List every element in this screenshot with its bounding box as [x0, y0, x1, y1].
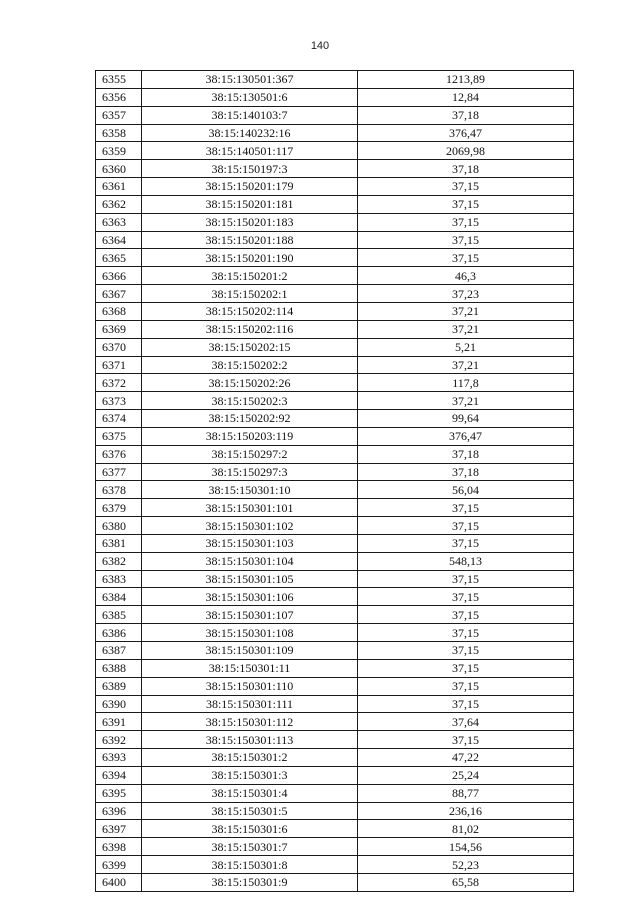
- cadastral-number-cell: 38:15:150201:183: [142, 213, 358, 231]
- value-cell: 37,15: [358, 731, 574, 749]
- value-cell: 37,21: [358, 302, 574, 320]
- table-row: [96, 784, 574, 802]
- row-number-cell: 6357: [96, 106, 142, 124]
- cadastral-number-cell: 38:15:150301:2: [142, 749, 358, 767]
- value-cell: 88,77: [358, 784, 574, 802]
- cadastral-number-cell: 38:15:140232:16: [142, 124, 358, 142]
- value-cell: 5,21: [358, 338, 574, 356]
- row-number-cell: 6375: [96, 427, 142, 445]
- row-number-cell: 6386: [96, 624, 142, 642]
- table-row: [96, 820, 574, 838]
- row-number-cell: 6376: [96, 445, 142, 463]
- row-number-cell: 6377: [96, 463, 142, 481]
- cadastral-number-cell: 38:15:150197:3: [142, 160, 358, 178]
- cadastral-number-cell: 38:15:150301:10: [142, 481, 358, 499]
- row-number-cell: 6359: [96, 142, 142, 160]
- table-row: [96, 285, 574, 303]
- value-cell: 37,21: [358, 356, 574, 374]
- table-row: [96, 802, 574, 820]
- table-row: [96, 374, 574, 392]
- row-number-cell: 6368: [96, 302, 142, 320]
- value-cell: 37,15: [358, 606, 574, 624]
- value-cell: 25,24: [358, 766, 574, 784]
- value-cell: 37,15: [358, 624, 574, 642]
- row-number-cell: 6382: [96, 552, 142, 570]
- cadastral-number-cell: 38:15:130501:6: [142, 88, 358, 106]
- table-row: [96, 873, 574, 891]
- cadastral-number-cell: 38:15:150301:109: [142, 642, 358, 660]
- table-row: [96, 659, 574, 677]
- value-cell: 65,58: [358, 873, 574, 891]
- row-number-cell: 6370: [96, 338, 142, 356]
- value-cell: 37,15: [358, 677, 574, 695]
- table-row: [96, 517, 574, 535]
- value-cell: 37,15: [358, 517, 574, 535]
- value-cell: 37,64: [358, 713, 574, 731]
- row-number-cell: 6380: [96, 517, 142, 535]
- cadastral-number-cell: 38:15:150202:116: [142, 320, 358, 338]
- value-cell: 37,15: [358, 570, 574, 588]
- cadastral-number-cell: 38:15:150203:119: [142, 427, 358, 445]
- row-number-cell: 6373: [96, 392, 142, 410]
- value-cell: 37,15: [358, 588, 574, 606]
- table-row: [96, 642, 574, 660]
- row-number-cell: 6390: [96, 695, 142, 713]
- row-number-cell: 6400: [96, 873, 142, 891]
- cadastral-number-cell: 38:15:150301:3: [142, 766, 358, 784]
- row-number-cell: 6362: [96, 195, 142, 213]
- cadastral-number-cell: 38:15:150201:190: [142, 249, 358, 267]
- value-cell: 154,56: [358, 838, 574, 856]
- row-number-cell: 6385: [96, 606, 142, 624]
- row-number-cell: 6381: [96, 534, 142, 552]
- cadastral-number-cell: 38:15:150301:106: [142, 588, 358, 606]
- row-number-cell: 6374: [96, 410, 142, 428]
- cadastral-number-cell: 38:15:150201:181: [142, 195, 358, 213]
- value-cell: 37,18: [358, 106, 574, 124]
- row-number-cell: 6369: [96, 320, 142, 338]
- table-row: [96, 481, 574, 499]
- row-number-cell: 6383: [96, 570, 142, 588]
- table-row: [96, 195, 574, 213]
- table-row: [96, 267, 574, 285]
- cadastral-number-cell: 38:15:150202:1: [142, 285, 358, 303]
- table-row: [96, 445, 574, 463]
- row-number-cell: 6389: [96, 677, 142, 695]
- cadastral-number-cell: 38:15:150301:6: [142, 820, 358, 838]
- row-number-cell: 6372: [96, 374, 142, 392]
- cadastral-number-cell: 38:15:150301:105: [142, 570, 358, 588]
- row-number-cell: 6394: [96, 766, 142, 784]
- value-cell: 2069,98: [358, 142, 574, 160]
- row-number-cell: 6358: [96, 124, 142, 142]
- table-row: [96, 856, 574, 874]
- cadastral-number-cell: 38:15:150301:7: [142, 838, 358, 856]
- row-number-cell: 6395: [96, 784, 142, 802]
- value-cell: 236,16: [358, 802, 574, 820]
- row-number-cell: 6399: [96, 856, 142, 874]
- row-number-cell: 6355: [96, 71, 142, 89]
- cadastral-number-cell: 38:15:150297:3: [142, 463, 358, 481]
- value-cell: 37,21: [358, 320, 574, 338]
- value-cell: 37,15: [358, 213, 574, 231]
- row-number-cell: 6361: [96, 178, 142, 196]
- value-cell: 37,21: [358, 392, 574, 410]
- cadastral-number-cell: 38:15:150301:103: [142, 534, 358, 552]
- cadastral-number-cell: 38:15:150202:26: [142, 374, 358, 392]
- value-cell: 52,23: [358, 856, 574, 874]
- table-row: [96, 588, 574, 606]
- value-cell: 37,15: [358, 695, 574, 713]
- row-number-cell: 6363: [96, 213, 142, 231]
- value-cell: 376,47: [358, 427, 574, 445]
- value-cell: 12,84: [358, 88, 574, 106]
- cadastral-number-cell: 38:15:150201:188: [142, 231, 358, 249]
- table-row: [96, 213, 574, 231]
- cadastral-number-cell: 38:15:150301:5: [142, 802, 358, 820]
- table-row: [96, 499, 574, 517]
- cadastral-table: [95, 70, 574, 892]
- cadastral-number-cell: 38:15:150201:2: [142, 267, 358, 285]
- table-row: [96, 463, 574, 481]
- cadastral-number-cell: 38:15:150297:2: [142, 445, 358, 463]
- table-row: [96, 677, 574, 695]
- row-number-cell: 6397: [96, 820, 142, 838]
- cadastral-number-cell: 38:15:150202:92: [142, 410, 358, 428]
- cadastral-number-cell: 38:15:150202:2: [142, 356, 358, 374]
- table-row: [96, 766, 574, 784]
- value-cell: 99,64: [358, 410, 574, 428]
- value-cell: 37,15: [358, 534, 574, 552]
- row-number-cell: 6393: [96, 749, 142, 767]
- cadastral-number-cell: 38:15:150301:110: [142, 677, 358, 695]
- cadastral-number-cell: 38:15:150301:4: [142, 784, 358, 802]
- row-number-cell: 6396: [96, 802, 142, 820]
- cadastral-number-cell: 38:15:150201:179: [142, 178, 358, 196]
- table-row: [96, 142, 574, 160]
- value-cell: 376,47: [358, 124, 574, 142]
- row-number-cell: 6378: [96, 481, 142, 499]
- table-row: [96, 552, 574, 570]
- table-row: [96, 731, 574, 749]
- cadastral-number-cell: 38:15:140501:117: [142, 142, 358, 160]
- cadastral-number-cell: 38:15:150301:9: [142, 873, 358, 891]
- cadastral-number-cell: 38:15:150202:114: [142, 302, 358, 320]
- cadastral-number-cell: 38:15:150301:104: [142, 552, 358, 570]
- cadastral-number-cell: 38:15:150202:3: [142, 392, 358, 410]
- cadastral-number-cell: 38:15:150202:15: [142, 338, 358, 356]
- row-number-cell: 6387: [96, 642, 142, 660]
- row-number-cell: 6360: [96, 160, 142, 178]
- table-row: [96, 749, 574, 767]
- cadastral-number-cell: 38:15:150301:112: [142, 713, 358, 731]
- cadastral-number-cell: 38:15:130501:367: [142, 71, 358, 89]
- row-number-cell: 6379: [96, 499, 142, 517]
- value-cell: 1213,89: [358, 71, 574, 89]
- value-cell: 81,02: [358, 820, 574, 838]
- table-row: [96, 713, 574, 731]
- value-cell: 37,18: [358, 463, 574, 481]
- table-row: [96, 392, 574, 410]
- value-cell: 117,8: [358, 374, 574, 392]
- table-row: [96, 356, 574, 374]
- cadastral-number-cell: 38:15:150301:108: [142, 624, 358, 642]
- cadastral-number-cell: 38:15:150301:113: [142, 731, 358, 749]
- value-cell: 37,15: [358, 659, 574, 677]
- table-row: [96, 178, 574, 196]
- value-cell: 37,18: [358, 160, 574, 178]
- value-cell: 37,15: [358, 642, 574, 660]
- table-row: [96, 838, 574, 856]
- cadastral-number-cell: 38:15:150301:111: [142, 695, 358, 713]
- row-number-cell: 6391: [96, 713, 142, 731]
- cadastral-number-cell: 38:15:150301:102: [142, 517, 358, 535]
- table-row: [96, 338, 574, 356]
- table-body: [96, 71, 574, 892]
- row-number-cell: 6392: [96, 731, 142, 749]
- table-row: [96, 695, 574, 713]
- value-cell: 37,15: [358, 249, 574, 267]
- cadastral-number-cell: 38:15:150301:107: [142, 606, 358, 624]
- value-cell: 46,3: [358, 267, 574, 285]
- table-row: [96, 231, 574, 249]
- cadastral-number-cell: 38:15:140103:7: [142, 106, 358, 124]
- value-cell: 37,23: [358, 285, 574, 303]
- table-row: [96, 71, 574, 89]
- table-row: [96, 320, 574, 338]
- table-row: [96, 410, 574, 428]
- value-cell: 37,18: [358, 445, 574, 463]
- value-cell: 47,22: [358, 749, 574, 767]
- row-number-cell: 6388: [96, 659, 142, 677]
- value-cell: 37,15: [358, 178, 574, 196]
- table-row: [96, 106, 574, 124]
- cadastral-number-cell: 38:15:150301:11: [142, 659, 358, 677]
- row-number-cell: 6356: [96, 88, 142, 106]
- row-number-cell: 6398: [96, 838, 142, 856]
- row-number-cell: 6367: [96, 285, 142, 303]
- value-cell: 37,15: [358, 231, 574, 249]
- cadastral-number-cell: 38:15:150301:8: [142, 856, 358, 874]
- table-row: [96, 606, 574, 624]
- row-number-cell: 6371: [96, 356, 142, 374]
- table-row: [96, 624, 574, 642]
- row-number-cell: 6365: [96, 249, 142, 267]
- table-row: [96, 570, 574, 588]
- table-row: [96, 249, 574, 267]
- table-row: [96, 88, 574, 106]
- table-row: [96, 302, 574, 320]
- value-cell: 56,04: [358, 481, 574, 499]
- value-cell: 37,15: [358, 499, 574, 517]
- row-number-cell: 6366: [96, 267, 142, 285]
- row-number-cell: 6364: [96, 231, 142, 249]
- value-cell: 37,15: [358, 195, 574, 213]
- page-number: 140: [310, 40, 330, 52]
- cadastral-number-cell: 38:15:150301:101: [142, 499, 358, 517]
- value-cell: 548,13: [358, 552, 574, 570]
- table-row: [96, 160, 574, 178]
- row-number-cell: 6384: [96, 588, 142, 606]
- table-row: [96, 124, 574, 142]
- table-row: [96, 534, 574, 552]
- table-row: [96, 427, 574, 445]
